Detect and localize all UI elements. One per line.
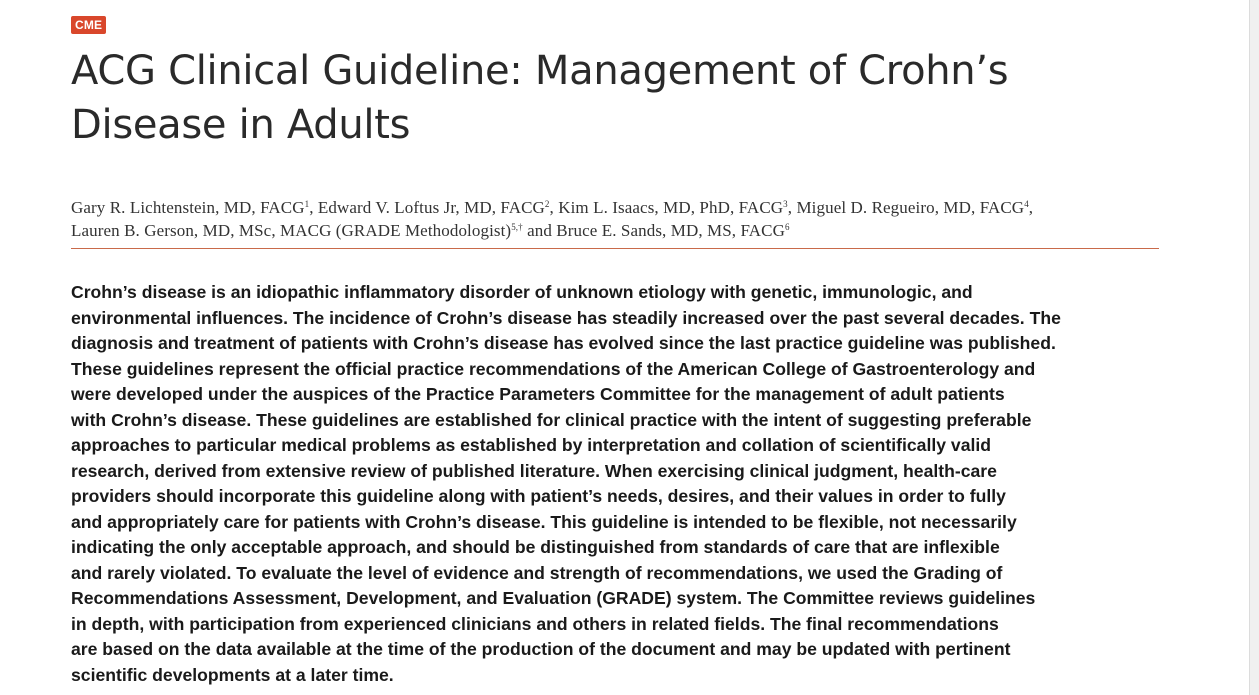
author-affiliation: 5,†	[511, 222, 523, 232]
abstract-line: research, derived from extensive review of published literature. When exercising clinical judgment, health-care	[71, 460, 997, 481]
header-divider	[71, 248, 1159, 249]
abstract-line: were developed under the auspices of the Practice Parameters Committee for the management of adult patients	[71, 384, 1005, 404]
author-name: Lauren B. Gerson, MD, MSc, MACG (GRADE Methodologist)	[71, 221, 512, 240]
abstract-line: and rarely violated. To evaluate the level of evidence and strength of recommendations, we used the Grading of	[71, 562, 1003, 583]
author-affiliation: 1	[304, 199, 310, 209]
author-separator: and	[522, 221, 557, 240]
author-affiliation: 4	[1024, 199, 1029, 209]
author-separator: ,	[309, 198, 318, 217]
abstract-line: in depth, with participation from experienced clinicians and others in related fields. The final recommendations	[71, 613, 999, 634]
author-affiliation: 3	[783, 199, 788, 209]
abstract-line: indicating the only acceptable approach, and should be distinguished from standards of care that are inflexible	[71, 537, 1000, 557]
author-separator: ,	[787, 198, 797, 217]
abstract-line: and appropriately care for patients with Crohn’s disease. This guideline is intended to be flexible, not necessarily	[71, 511, 1017, 532]
scrollbar-track[interactable]	[1249, 0, 1259, 695]
author-list	[71, 196, 1159, 242]
abstract-line: Recommendations Assessment, Development, and Evaluation (GRADE) system. The Committee reviews guidelines	[71, 588, 1036, 608]
article-page	[71, 16, 1159, 688]
abstract-line: environmental influences. The incidence of Crohn’s disease has steadily increased over the past several decades. The	[71, 307, 1061, 328]
author-separator: ,	[549, 198, 559, 217]
author-name: Miguel D. Regueiro, MD, FACG	[796, 198, 1025, 217]
abstract-line: Crohn’s disease is an idiopathic inflammatory disorder of unknown etiology with genetic, immunologic, and	[71, 282, 973, 302]
abstract-text	[71, 280, 1159, 688]
author-separator: ,	[1028, 198, 1034, 217]
title-line: Disease in Adults	[71, 102, 411, 148]
abstract-line: These guidelines represent the official practice recommendations of the American College of Gastroenterology and	[71, 358, 1036, 379]
title-line: ACG Clinical Guideline: Management of Crohn’s	[71, 48, 1009, 94]
author-name: Kim L. Isaacs, MD, PhD, FACG	[558, 198, 784, 217]
author-name: Edward V. Loftus Jr, MD, FACG	[317, 198, 545, 217]
author-affiliation: 6	[785, 222, 790, 232]
abstract-line: are based on the data available at the time of the production of the document and may be updated with pertinent	[71, 639, 1011, 659]
abstract-line: scientific developments at a later time.	[71, 664, 394, 685]
cme-badge: CME	[71, 16, 106, 34]
abstract-line: with Crohn’s disease. These guidelines are established for clinical practice with the intent of suggesting preferable	[71, 409, 1032, 430]
author-line-1	[71, 196, 1159, 219]
abstract-line: providers should incorporate this guideline along with patient’s needs, desires, and their values in order to fully	[71, 486, 1006, 506]
author-name: Bruce E. Sands, MD, MS, FACG	[556, 221, 785, 240]
author-name: Gary R. Lichtenstein, MD, FACG	[71, 198, 305, 217]
article-title	[71, 44, 1159, 152]
author-affiliation: 2	[544, 199, 550, 209]
abstract-line: diagnosis and treatment of patients with Crohn’s disease has evolved since the last practice guideline was published.	[71, 333, 1056, 353]
abstract-line: approaches to particular medical problems as established by interpretation and collation of scientifically valid	[71, 435, 992, 455]
author-line-2	[71, 219, 1159, 242]
